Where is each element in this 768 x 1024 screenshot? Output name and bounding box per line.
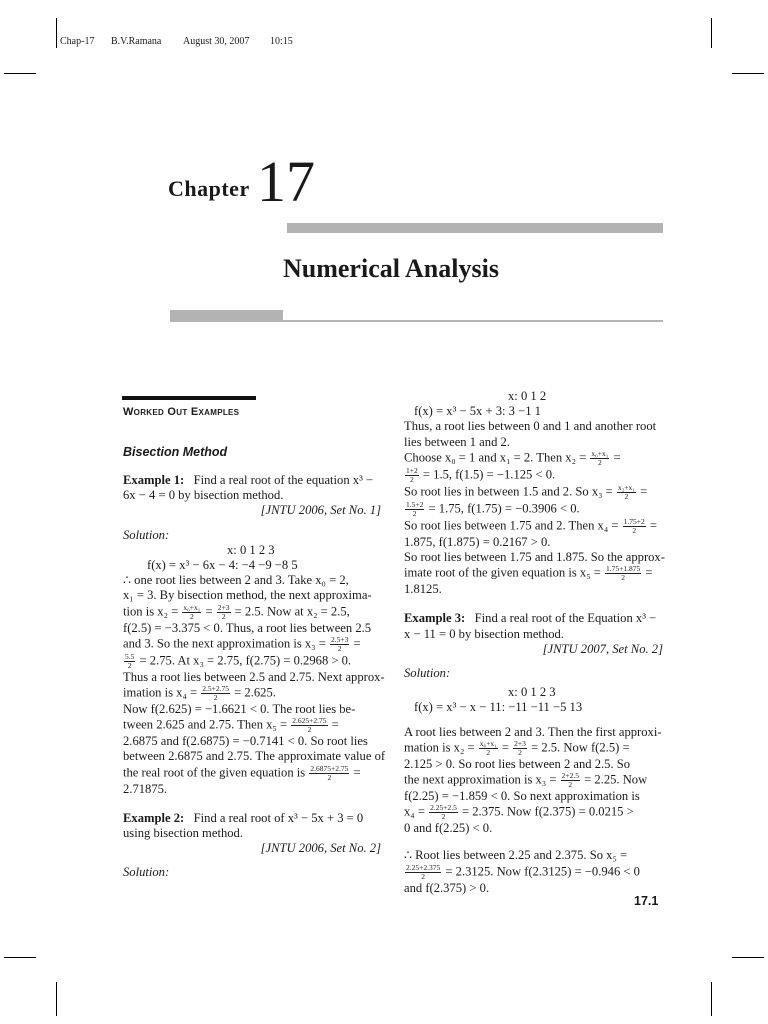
example-2-ref: [JNTU 2006, Set No. 2] (260, 841, 381, 856)
example-3-ref: [JNTU 2007, Set No. 2] (542, 641, 663, 656)
right-column: x: 0 1 2 f(x) = x³ − 5x + 3: 3 −1 1 Thus, a root lies between 0 and 1 and another root lies between 1 and 2. Choose x₀ = 1 and x₁ = 2. Then x₂ = $\frac{\text{x₀+x₁}}{2}$ = $\frac{1+2}{2}$ = 1.5, f(1.5) = −1.125 < 0. So root lies in between 1.5 and 2. So x₃ = $\frac{\text{x₂+x₁}}{2}$ = $\frac{1.5+2}{2}$ = 1.75, f(1.75) = −0.3906 < 0. So root lies between 1.75 and 2. Then x₄ = $\frac{1.75+2}{2}$ = 1.875, f(1.875) = 0.2167 > 0. So root lies between 1.75 and 1.875. So the approx- imate root of the given equation is x₅ = $\frac{1.75+1.875}{2}$ = 1.8125. Example 3: Find a real root of the Equation x³ − x − 11 = 0 by bisection method. [JNTU 2007, Set No. 2] Solution: x: 0 1 2 3 f(x) = x³ − x − 11: −11 −11 −5 13 A root lies between 2 and 3. Then the first approxi- mation is x₂ = $\frac{\text{x₀+x₁}}{2}$ = $\frac{2+3}{2}$ = 2.5. Now f(2.5) = 2.125 > 0. So root lies between 2 and 2.5. So the next approximation is x₃ = $\frac{2+2.5}{2}$ = 2.25. Now f(2.25) = −1.859 < 0. So next approximation is x₄ = $\frac{2.25+2.5}{2}$ = 2.375. Now f(2.375) = 0.0215 > 0 and f(2.25) < 0. ∴ Root lies between 2.25 and 2.375. So x₅ = $\frac{2.25+2.375}{2}$ = 2.3125. Now f(2.3125) = −0.946 < 0 and f(2.375) > 0. (404, 389, 665, 895)
fraction: $\frac{\text{x₀+x₁}}{2}$ (591, 448, 609, 467)
text-line: = 1.5, f(1.5) = −1.125 < 0. (422, 467, 556, 482)
example-1-text-2: 6x − 4 = 0 by bisection method. (123, 488, 284, 503)
chapter-number: 17 (257, 149, 315, 214)
fraction: $\frac{2+2.5}{2}$ (561, 771, 579, 790)
text-line: and f(2.375) > 0. (404, 880, 490, 895)
fraction: $\frac{2.25+2.375}{2}$ (406, 862, 441, 881)
table-3-x: x: 0 1 2 3 (508, 685, 556, 700)
text-line: x₄ = (404, 804, 425, 819)
fraction: $\frac{\text{x₀+x₁}}{2}$ (479, 738, 497, 757)
crop-mark (711, 18, 712, 48)
fraction: $\frac{1.5+2}{2}$ (406, 499, 424, 518)
crop-mark (732, 73, 764, 74)
header-time: 10:15 (270, 36, 293, 47)
text-line: Thus a root lies between 2.5 and 2.75. Next approx- (123, 669, 385, 684)
crop-mark (4, 957, 36, 958)
table-1-f: f(x) = x³ − 6x − 4: −4 −9 −8 5 (147, 558, 298, 573)
fraction: $\frac{5.5}{2}$ (125, 651, 135, 670)
example-3-text: Find a real root of the Equation x³ − (474, 611, 657, 626)
text-line: f(2.25) = −1.859 < 0. So next approximation is (404, 789, 640, 804)
decor-rule (170, 320, 663, 322)
fraction: $\frac{2.6875+2.75}{2}$ (310, 763, 349, 782)
header-date: August 30, 2007 (183, 36, 250, 47)
text-line: 2.6875 and f(2.6875) = −0.7141 < 0. So root lies (123, 734, 368, 749)
text-line: the real root of the given equation is (123, 765, 306, 780)
text-line: lies between 1 and 2. (404, 434, 510, 449)
fraction: $\frac{1.75+1.875}{2}$ (606, 564, 641, 583)
subsection-heading: Bisection Method (123, 445, 228, 459)
decor-bar-top (287, 223, 663, 233)
text-line: tion is x₂ = (123, 604, 179, 619)
text-line: imate root of the given equation is x₅ = (404, 565, 601, 580)
text-line: 2.125 > 0. So root lies between 2 and 2.5. So (404, 756, 631, 771)
section-heading-text: Worked Out Examples (123, 406, 240, 418)
text-line: = 2.75. At x₃ = 2.75, f(2.75) = 0.2968 > 0. (139, 653, 352, 668)
table-3-f: f(x) = x³ − x − 11: −11 −11 −5 13 (414, 700, 583, 715)
crop-mark (56, 982, 57, 1016)
text-line: ∴ Root lies between 2.25 and 2.375. So x₅ = (404, 848, 628, 863)
text-line: So root lies between 1.75 and 1.875. So the approx- (404, 550, 665, 565)
text-line: A root lies between 2 and 3. Then the first approxi- (404, 724, 662, 739)
text-line: the next approximation is x₃ = (404, 772, 557, 787)
fraction: $\frac{2+3}{2}$ (514, 738, 526, 757)
text-line: Now f(2.625) = −1.6621 < 0. The root lies be- (123, 702, 356, 717)
crop-mark (56, 18, 57, 48)
solution-label: Solution: (404, 666, 451, 681)
fraction: $\frac{2.625+2.75}{2}$ (292, 716, 327, 735)
table-2-f: f(x) = x³ − 5x + 3: 3 −1 1 (414, 404, 541, 419)
section-rule (122, 396, 256, 400)
crop-mark (711, 982, 712, 1016)
text-line: Choose x₀ = 1 and x₁ = 2. Then x₂ = (404, 450, 587, 465)
chapter-word: Chapter (168, 176, 250, 201)
fraction: $\frac{2.5+3}{2}$ (330, 634, 349, 653)
left-column: Example 1: Find a real root of the equation x³ − 6x − 4 = 0 by bisection method. [JNTU 2006, Set No. 1] Solution: x: 0 1 2 3 f(x) = x³ − 6x − 4: −4 −9 −8 5 ∴ one root lies between 2 and 3. Take x₀ = 2, x₁ = 3. By bisection method, the next approxima- tion is x₂ = $\frac{\text{x₀+x₁}}{2}$ = $\frac{2+3}{2}$ = 2.5. Now at x₂ = 2.5, f(2.5) = −3.375 < 0. Thus, a root lies between 2.5 and 3. So the next approximation is x₃ = $\frac{2.5+3}{2}$ = $\frac{5.5}{2}$ = 2.75. At x₃ = 2.75, f(2.75) = 0.2968 > 0. Thus a root lies between 2.5 and 2.75. Next approx- imation is x₄ = $\frac{2.5+2.75}{2}$ = 2.625. Now f(2.625) = −1.6621 < 0. The root lies be- tween 2.625 and 2.75. Then x₅ = $\frac{2.625+2.75}{2}$ = 2.6875 and f(2.6875) = −0.7141 < 0. So root lies between 2.6875 and 2.75. The approximate value of the real root of the given equation is $\frac{2.6875+2.75}{2}$ = 2.71875. Example 2: Find a real root of x³ − 5x + 3 = 0 using bisection method. [JNTU 2006, Set No. 2] Solution: (123, 473, 386, 880)
example-1-ref: [JNTU 2006, Set No. 1] (260, 503, 381, 518)
solution-label: Solution: (123, 865, 170, 880)
text-line: So root lies in between 1.5 and 2. So x₃ = (404, 484, 613, 499)
text-line: 1.875, f(1.875) = 0.2167 > 0. (404, 534, 551, 549)
header-author: B.V.Ramana (111, 36, 162, 47)
section-heading (123, 406, 239, 418)
table-2-x: x: 0 1 2 (508, 389, 547, 403)
page-number: 17.1 (634, 894, 659, 908)
text-line: imation is x₄ = (123, 685, 198, 700)
text-line: x₁ = 3. By bisection method, the next approxima- (123, 588, 372, 603)
solution-label: Solution: (123, 527, 170, 542)
header-chap: Chap-17 (60, 36, 95, 47)
text-line: 2.71875. (123, 781, 168, 796)
example-1-label: Example 1: (123, 473, 185, 487)
example-2-label: Example 2: (123, 810, 185, 825)
text-line: mation is x₂ = (404, 740, 475, 755)
chapter-title: Numerical Analysis (283, 254, 499, 283)
text-line: and 3. So the next approximation is x₃ = (123, 636, 326, 651)
fraction: $\frac{1+2}{2}$ (406, 465, 418, 484)
text-line: = 1.75, f(1.75) = −0.3906 < 0. (428, 501, 580, 516)
fraction: $\frac{2+3}{2}$ (217, 602, 230, 621)
text-line: f(2.5) = −3.375 < 0. Thus, a root lies between 2.5 (123, 620, 372, 635)
text-line: ∴ one root lies between 2 and 3. Take x₀ = 2, (123, 573, 349, 588)
text-line: between 2.6875 and 2.75. The approximate value of (123, 749, 386, 764)
crop-mark (4, 73, 36, 74)
fraction: $\frac{2.25+2.5}{2}$ (430, 803, 457, 822)
example-1-text: Find a real root of the equation x³ − (193, 473, 374, 487)
fraction: $\frac{\text{x₀+x₁}}{2}$ (183, 602, 201, 621)
fraction: $\frac{1.75+2}{2}$ (623, 516, 645, 535)
example-2-text-2: using bisection method. (123, 826, 243, 841)
decor-bar-bottom (170, 310, 283, 320)
fraction: $\frac{\text{x₂+x₁}}{2}$ (617, 482, 635, 501)
text-line: So root lies between 1.75 and 2. Then x₄ = (404, 518, 619, 533)
text-line: Thus, a root lies between 0 and 1 and another root (404, 419, 657, 434)
example-3-label: Example 3: (404, 611, 466, 626)
example-2-text: Find a real root of x³ − 5x + 3 = 0 (193, 810, 364, 825)
fraction: $\frac{2.5+2.75}{2}$ (202, 684, 230, 703)
example-3-text-2: x − 11 = 0 by bisection method. (404, 626, 564, 641)
text-line: 0 and f(2.25) < 0. (404, 821, 493, 836)
crop-mark (732, 957, 764, 958)
table-1-x: x: 0 1 2 3 (227, 542, 275, 557)
text-line: = 2.3125. Now f(2.3125) = −0.946 < 0 (445, 864, 640, 879)
text-line: tween 2.625 and 2.75. Then x₅ = (123, 717, 288, 732)
text-line: 1.8125. (404, 582, 442, 597)
